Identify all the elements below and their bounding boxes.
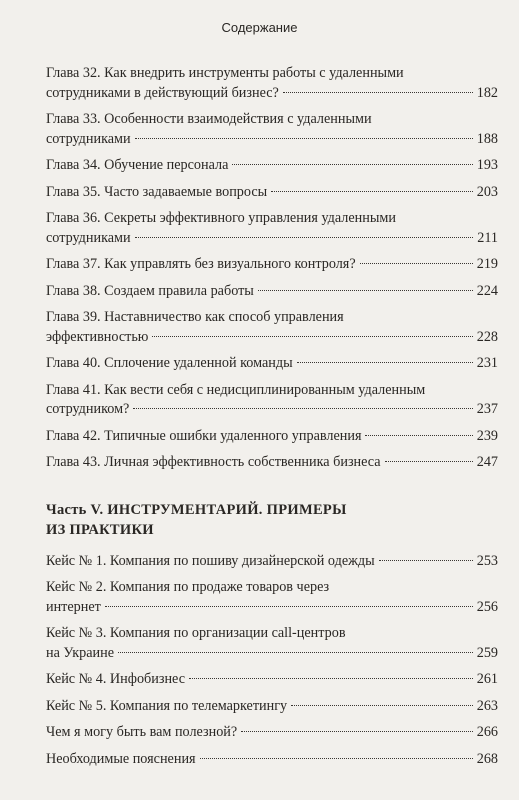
entry-title: сотрудниками [46, 229, 131, 246]
entry-title: Кейс № 4. Инфобизнес [46, 671, 186, 687]
entry-title-line1: Глава 32. Как внедрить инструменты работы с удаленными [46, 65, 404, 81]
toc-cases [46, 552, 498, 770]
entry-title: сотрудниками [46, 130, 131, 147]
toc-entry [46, 381, 498, 420]
toc-entry [46, 156, 498, 176]
dot-leader [291, 705, 473, 706]
toc-entry [46, 354, 498, 374]
dot-leader [271, 191, 473, 192]
entry-last-line [46, 130, 498, 150]
toc-entry [46, 697, 498, 717]
page-number: 239 [476, 427, 498, 444]
entry-title: Глава 34. Обучение персонала [46, 157, 229, 173]
page-number: 188 [476, 130, 498, 147]
entry-title-line1: Глава 39. Наставничество как способ управления [46, 309, 344, 325]
page-number: 182 [476, 84, 498, 101]
entry-title: Глава 37. Как управлять без визуального контроля? [46, 256, 356, 272]
entry-title: Глава 43. Личная эффективность собственника бизнеса [46, 454, 381, 470]
dot-leader [283, 92, 473, 93]
page-number: 219 [476, 256, 498, 272]
dot-leader [118, 652, 473, 653]
dot-leader [105, 606, 473, 607]
entry-title: эффективностью [46, 328, 149, 345]
dot-leader [365, 435, 472, 436]
toc-entry [46, 723, 498, 743]
page-number: 203 [476, 183, 498, 200]
toc-entry [46, 282, 498, 302]
dot-leader [241, 731, 473, 732]
entry-title-line1: Глава 33. Особенности взаимодействия с удаленными [46, 111, 372, 127]
page-number: 259 [476, 644, 498, 661]
entry-title: Глава 42. Типичные ошибки удаленного управления [46, 427, 362, 444]
toc-list [46, 64, 498, 776]
entry-last-line [46, 598, 498, 618]
entry-title: Необходимые пояснения [46, 750, 196, 767]
entry-title: на Украине [46, 644, 114, 661]
page-number: 263 [476, 697, 498, 714]
toc-entry [46, 110, 498, 149]
dot-leader [189, 678, 473, 679]
section-title [46, 500, 498, 540]
entry-title: Кейс № 5. Компания по телемаркетингу [46, 697, 288, 714]
dot-leader [379, 560, 473, 561]
dot-leader [152, 336, 472, 337]
dot-leader [200, 758, 473, 759]
entry-title: Глава 35. Часто задаваемые вопросы [46, 183, 268, 200]
page-number: 211 [477, 229, 498, 246]
section-title-line2: ИЗ ПРАКТИКИ [46, 521, 154, 538]
entry-title: Глава 38. Создаем правила работы [46, 282, 254, 299]
dot-leader [232, 164, 472, 165]
toc-entry [46, 750, 498, 770]
entry-title: Глава 40. Сплочение удаленной команды [46, 355, 293, 371]
entry-title-line1: Кейс № 3. Компания по организации call-центров [46, 625, 346, 641]
page-number: 237 [476, 401, 498, 417]
toc-entry [46, 427, 498, 447]
dot-leader [385, 461, 473, 462]
entry-title-line1: Кейс № 2. Компания по продаже товаров через [46, 579, 330, 595]
entry-title: сотрудниками в действующий бизнес? [46, 84, 279, 101]
entry-title: Кейс № 1. Компания по пошиву дизайнерской одежды [46, 552, 375, 569]
toc-entry [46, 255, 498, 275]
toc-entry [46, 578, 498, 617]
page-header: Содержание [221, 20, 298, 35]
page-number: 268 [476, 750, 498, 767]
entry-title: интернет [46, 598, 101, 615]
entry-last-line [46, 84, 498, 104]
dot-leader [133, 408, 472, 409]
dot-leader [258, 290, 473, 291]
toc-entry [46, 624, 498, 663]
section-title-line1: Часть V. ИНСТРУМЕНТАРИЙ. ПРИМЕРЫ [46, 501, 347, 518]
dot-leader [135, 138, 473, 139]
entry-title-line1: Глава 36. Секреты эффективного управления удаленными [46, 210, 396, 226]
dot-leader [135, 237, 474, 238]
page-number: 256 [476, 598, 498, 615]
toc-entry [46, 209, 498, 248]
entry-title: Чем я могу быть вам полезной? [46, 724, 238, 740]
page-number: 253 [476, 552, 498, 569]
toc-entry [46, 183, 498, 203]
dot-leader [360, 263, 473, 264]
page-number: 247 [476, 454, 498, 470]
entry-title: сотрудником? [46, 401, 130, 417]
entry-last-line [46, 328, 498, 348]
toc-entry [46, 453, 498, 473]
entry-title-line1: Глава 41. Как вести себя с недисциплинированным удаленным [46, 381, 426, 398]
page-number: 224 [476, 282, 498, 299]
page-number: 231 [476, 355, 498, 371]
toc-chapters [46, 64, 498, 473]
toc-entry [46, 670, 498, 690]
entry-last-line [46, 229, 498, 249]
page-number: 193 [476, 157, 498, 173]
entry-last-line [46, 644, 498, 664]
entry-last-line [46, 400, 498, 420]
toc-entry [46, 552, 498, 572]
page-number: 266 [476, 724, 498, 740]
dot-leader [297, 362, 473, 363]
toc-entry [46, 64, 498, 103]
page-number: 228 [476, 328, 498, 345]
toc-entry [46, 308, 498, 347]
page-number: 261 [476, 671, 498, 687]
